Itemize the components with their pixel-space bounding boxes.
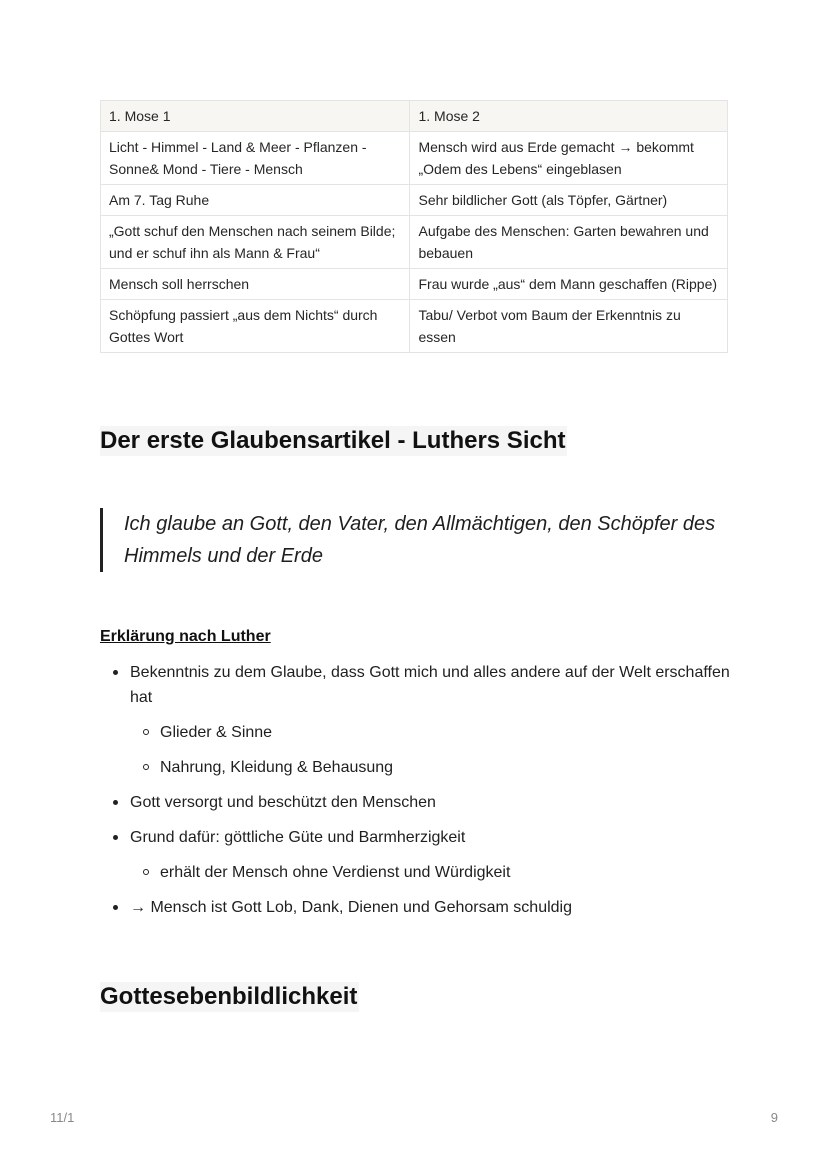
list-item-text: Gott versorgt und beschützt den Menschen — [130, 794, 436, 811]
table-cell: Tabu/ Verbot vom Baum der Erkenntnis zu essen — [410, 300, 728, 353]
comparison-table — [100, 100, 728, 353]
table-row — [101, 300, 728, 353]
table-header-cell: 1. Mose 2 — [410, 101, 728, 132]
list-item-text: Grund dafür: göttliche Güte und Barmherzigkeit — [130, 829, 466, 846]
table-cell: Aufgabe des Menschen: Garten bewahren und bebauen — [410, 216, 728, 269]
table-row — [101, 185, 728, 216]
page-number: 9 — [770, 1110, 778, 1125]
sub-list — [130, 720, 740, 780]
table-cell: Sehr bildlicher Gott (als Töpfer, Gärtner) — [410, 185, 728, 216]
luther-bullet-list — [100, 660, 740, 930]
table-cell: Mensch soll herrschen — [101, 269, 410, 300]
sub-list-item: Nahrung, Kleidung & Behausung — [130, 755, 740, 780]
list-item-text: Bekenntnis zu dem Glaube, dass Gott mich und alles andere auf der Welt erschaffen hat — [130, 664, 730, 706]
table-cell: Mensch wird aus Erde gemacht → bekommt „Odem des Lebens“ eingeblasen — [410, 132, 728, 185]
table-row — [101, 132, 728, 185]
table-cell: Licht - Himmel - Land & Meer - Pflanzen - Sonne& Mond - Tiere - Mensch — [101, 132, 410, 185]
sub-list — [130, 860, 740, 885]
sub-list-item: Glieder & Sinne — [130, 720, 740, 745]
table-row — [101, 269, 728, 300]
table-cell: Schöpfung passiert „aus dem Nichts“ durch Gottes Wort — [101, 300, 410, 353]
section-heading-luther: Der erste Glaubensartikel - Luthers Sicht — [100, 427, 566, 454]
creed-quote: Ich glaube an Gott, den Vater, den Allmächtigen, den Schöpfer des Himmels und der Erde — [100, 508, 744, 572]
table-header-cell: 1. Mose 1 — [101, 101, 410, 132]
table-cell: Am 7. Tag Ruhe — [101, 185, 410, 216]
list-item — [100, 790, 740, 815]
list-item — [100, 660, 740, 780]
table-header-row — [101, 101, 728, 132]
list-item-text: → Mensch ist Gott Lob, Dank, Dienen und Gehorsam schuldig — [130, 899, 572, 916]
sub-list-item: erhält der Mensch ohne Verdienst und Würdigkeit — [130, 860, 740, 885]
list-item — [100, 895, 740, 920]
table-row — [101, 216, 728, 269]
table-cell: Frau wurde „aus“ dem Mann geschaffen (Rippe) — [410, 269, 728, 300]
section-heading-gottesebenbildlichkeit: Gottesebenbildlichkeit — [100, 983, 358, 1010]
subheading-luther-explanation: Erklärung nach Luther — [100, 628, 271, 645]
table-cell: „Gott schuf den Menschen nach seinem Bilde; und er schuf ihn als Mann & Frau“ — [101, 216, 410, 269]
footer-label: 11/1 — [50, 1110, 75, 1125]
list-item — [100, 825, 740, 885]
